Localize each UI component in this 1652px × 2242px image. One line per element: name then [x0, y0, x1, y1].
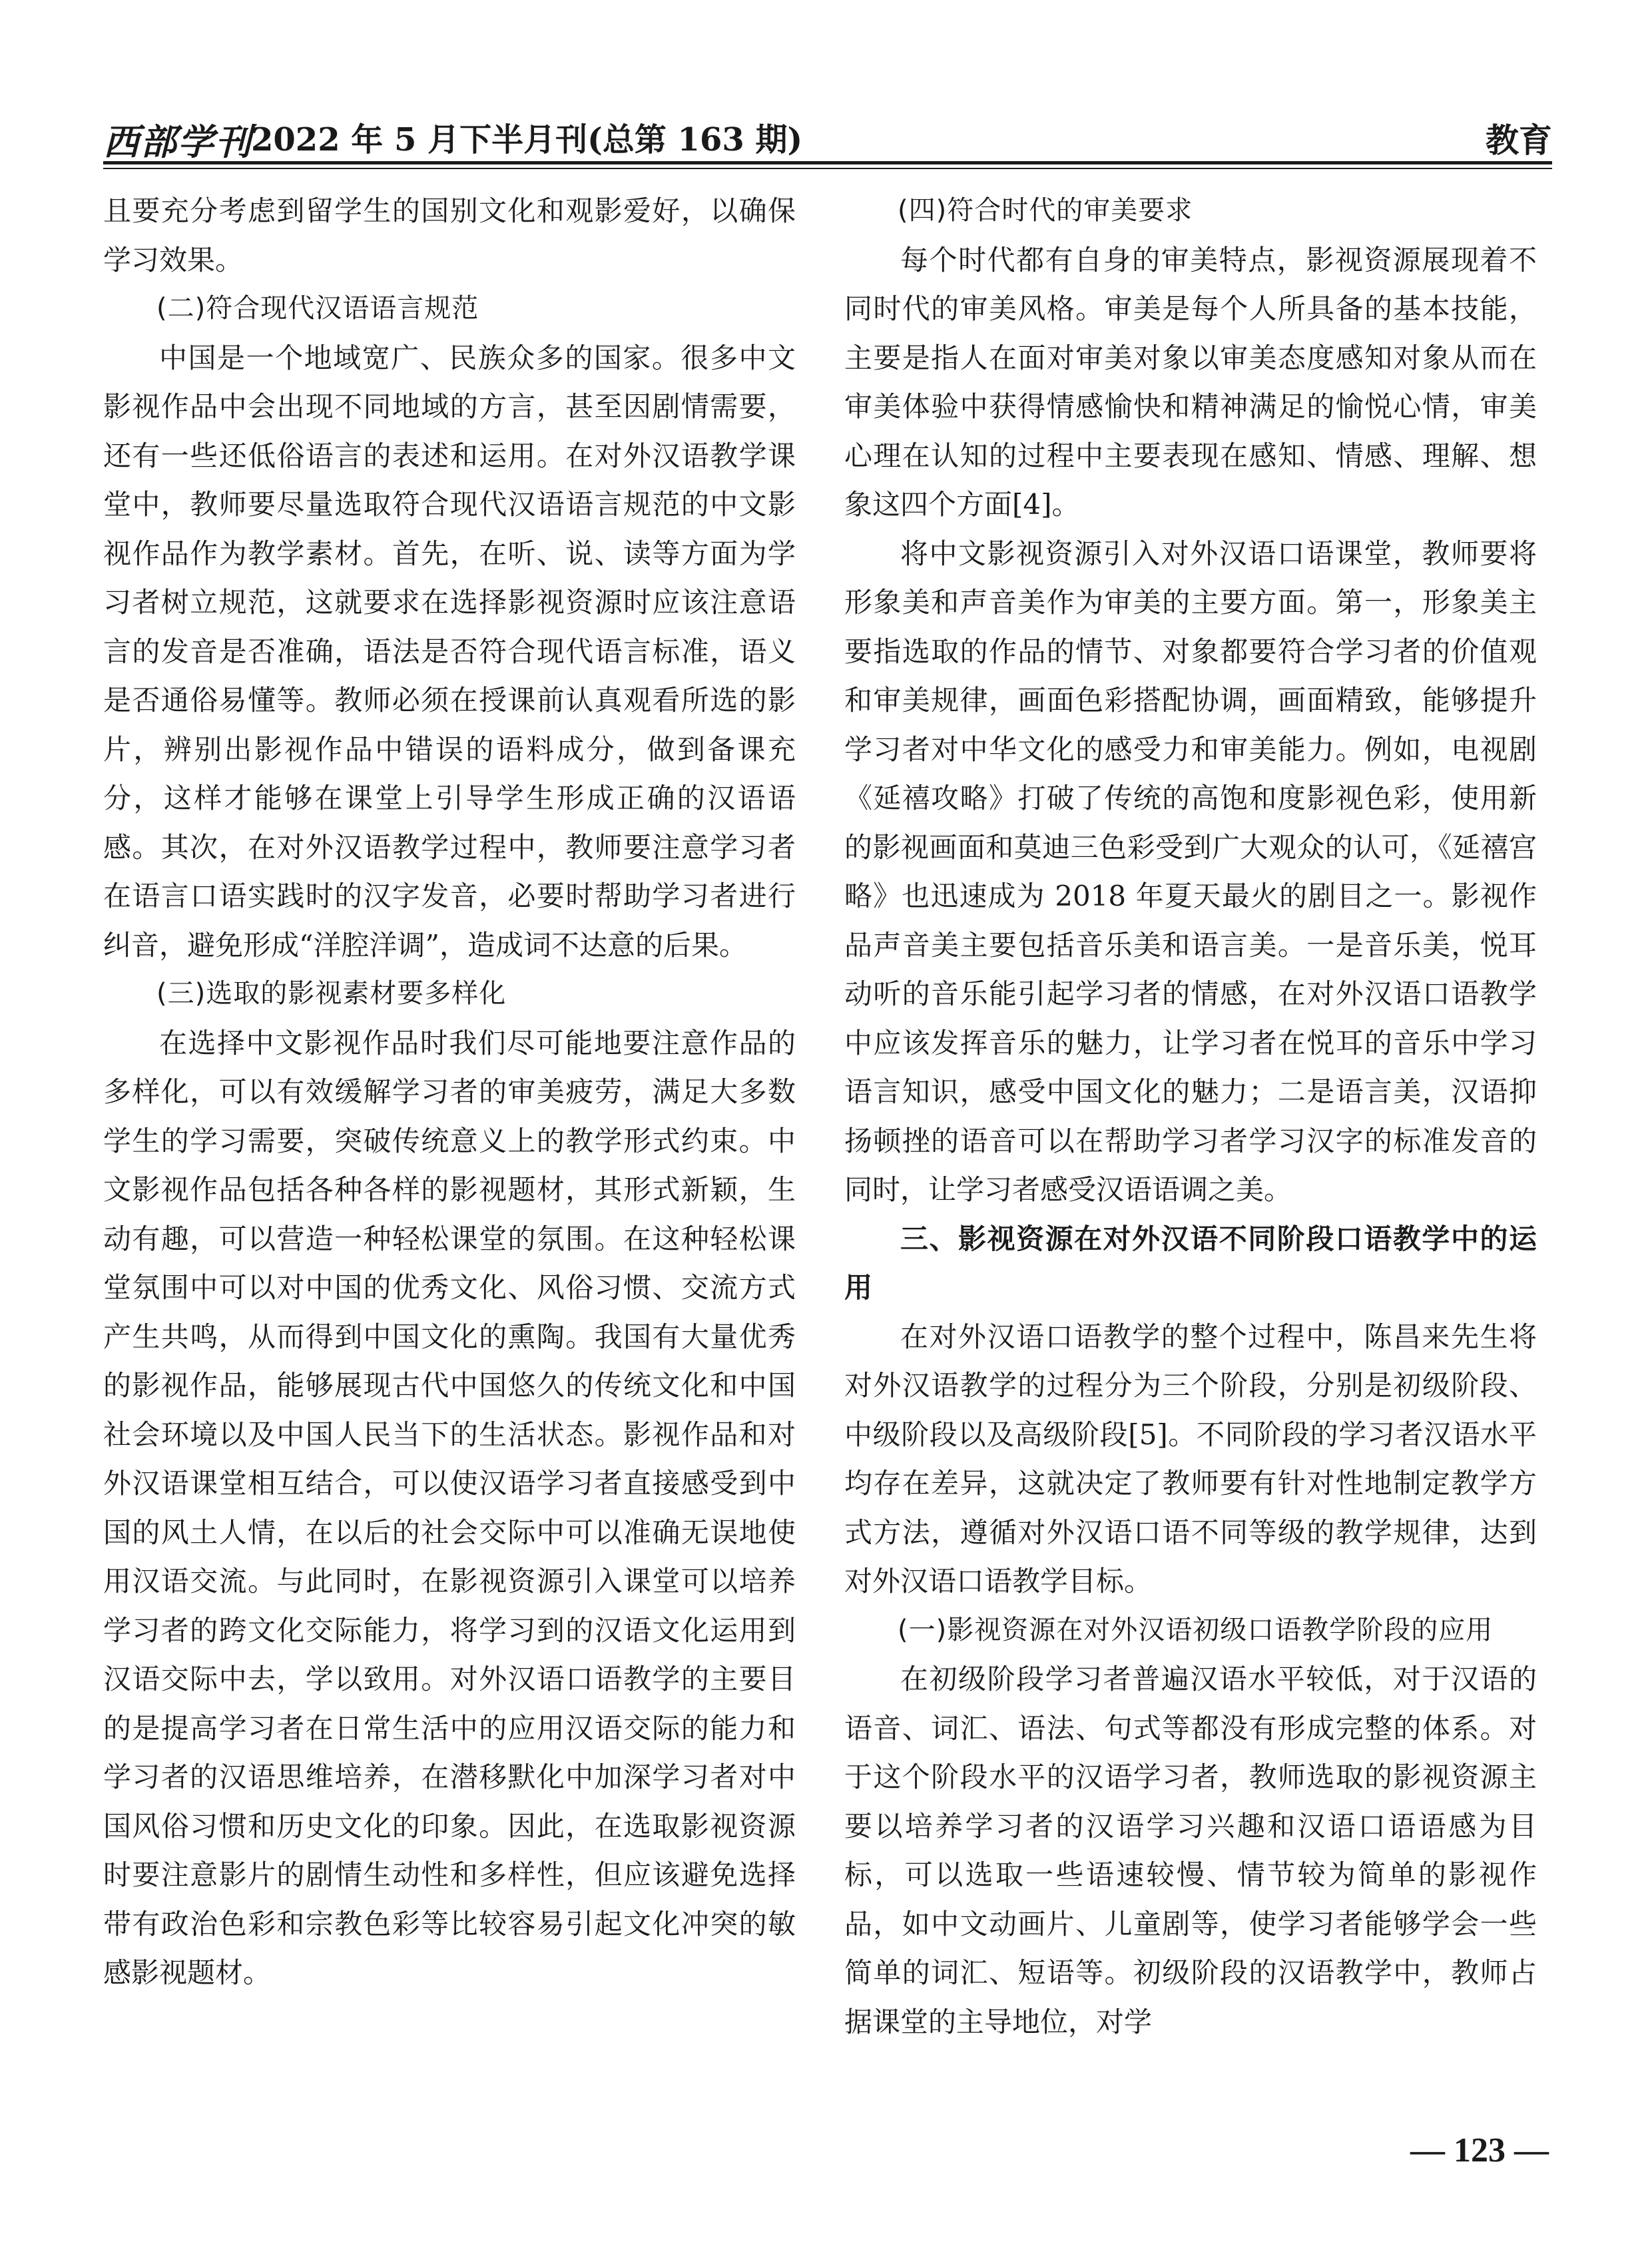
paragraph: 将中文影视资源引入对外汉语口语课堂，教师要将形象美和声音美作为审美的主要方面。第一，形象美主要指选取的作品的情节、对象都要符合学习者的价值观和审美规律，画面色彩搭配协调，画面精致，能够提升学习者对中华文化的感受力和审美能力。例如，电视剧《延禧攻略》打破了传统的高饱和度影视色彩，使用新的影视画面和莫迪三色彩受到广大观众的认可，《延禧宫略》也迅速成为 2018 年夏天最火的剧目之一。影视作品声音美主要包括音乐美和语言美。一是音乐美，悦耳动听的音乐能引起学习者的情感，在对外汉语口语教学中应该发挥音乐的魅力，让学习者在悦耳的音乐中学习语言知识，感受中国文化的魅力；二是语言美，汉语抑扬顿挫的语音可以在帮助学习者学习汉字的标准发音的同时，让学习者感受汉语语调之美。 [844, 537, 1537, 1206]
left-column [103, 186, 796, 1998]
paragraph: 在对外汉语口语教学的整个过程中，陈昌来先生将对外汉语教学的过程分为三个阶段，分别是初级阶段、中级阶段以及高级阶段[5]。不同阶段的学习者汉语水平均存在差异，这就决定了教师要有针对性地制定教学方式方法，遵循对外汉语口语不同等级的教学规律，达到对外汉语口语教学目标。 [844, 1320, 1537, 1597]
paragraph: 中国是一个地域宽广、民族众多的国家。很多中文影视作品中会出现不同地域的方言，甚至因剧情需要，还有一些还低俗语言的表述和运用。在对外汉语教学课堂中，教师要尽量选取符合现代汉语语言规范的中文影视作品作为教学素材。首先，在听、说、读等方面为学习者树立规范，这就要求在选择影视资源时应该注意语言的发音是否准确，语法是否符合现代语言标准，语义是否通俗易懂等。教师必须在授课前认真观看所选的影片，辨别出影视作品中错误的语料成分，做到备课充分，这样才能够在课堂上引导学生形成正确的汉语语感。其次，在对外汉语教学过程中，教师要注意学习者在语言口语实践时的汉字发音，必要时帮助学习者进行纠音，避免形成“洋腔洋调”，造成词不达意的后果。 [103, 341, 796, 962]
page-number: — 123 — [1410, 2131, 1549, 2169]
journal-logo: 西部学刊 [103, 121, 252, 163]
paragraph: 每个时代都有自身的审美特点，影视资源展现着不同时代的审美风格。审美是每个人所具备的基本技能，主要是指人在面对审美对象以审美态度感知对象从而在审美体验中获得情感愉快和精神满足的愉悦心情，审美心理在认知的过程中主要表现在感知、情感、理解、想象这四个方面[4]。 [844, 243, 1537, 521]
issue-info: 2022 年 5 月下半月刊(总第 163 期) [251, 121, 803, 158]
paragraph: 且要充分考虑到留学生的国别文化和观影爱好，以确保学习效果。 [103, 194, 796, 276]
paragraph: 在初级阶段学习者普遍汉语水平较低，对于汉语的语音、词汇、语法、句式等都没有形成完整的体系。对于这个阶段水平的汉语学习者，教师选取的影视资源主要以培养学习者的汉语学习兴趣和汉语口语语感为目标，可以选取一些语速较慢、情节较为简单的影视作品，如中文动画片、儿童剧等，使学习者能够学会一些简单的词汇、短语等。初级阶段的汉语教学中，教师占据课堂的主导地位，对学 [844, 1663, 1537, 2038]
right-column [844, 186, 1537, 2046]
page-header [103, 110, 1552, 163]
header-rule [103, 161, 1552, 164]
subsection-heading: (二)符合现代汉语语言规范 [156, 293, 479, 324]
subsection-heading: (三)选取的影视素材要多样化 [156, 978, 507, 1009]
subsection-heading: (一)影视资源在对外汉语初级口语教学阶段的应用 [898, 1614, 1494, 1645]
subsection-heading: (四)符合时代的审美要求 [898, 195, 1193, 226]
section-heading: 三、影视资源在对外汉语不同阶段口语教学中的运用 [844, 1222, 1537, 1304]
section-label: 教育 [1486, 121, 1552, 160]
paragraph: 在选择中文影视作品时我们尽可能地要注意作品的多样化，可以有效缓解学习者的审美疲劳，满足大多数学生的学习需要，突破传统意义上的教学形式约束。中文影视作品包括各种各样的影视题材，其形式新颖，生动有趣，可以营造一种轻松课堂的氛围。在这种轻松课堂氛围中可以对中国的优秀文化、风俗习惯、交流方式产生共鸣，从而得到中国文化的熏陶。我国有大量优秀的影视作品，能够展现古代中国悠久的传统文化和中国社会环境以及中国人民当下的生活状态。影视作品和对外汉语课堂相互结合，可以使汉语学习者直接感受到中国的风土人情，在以后的社会交际中可以准确无误地使用汉语交流。与此同时，在影视资源引入课堂可以培养学习者的跨文化交际能力，将学习到的汉语文化运用到汉语交际中去，学以致用。对外汉语口语教学的主要目的是提高学习者在日常生活中的应用汉语交际的能力和学习者的汉语思维培养，在潜移默化中加深学习者对中国风俗习惯和历史文化的印象。因此，在选取影视资源时要注意影片的剧情生动性和多样性，但应该避免选择带有政治色彩和宗教色彩等比较容易引起文化冲突的敏感影视题材。 [103, 1026, 796, 1989]
header-rule-thin [103, 168, 1552, 169]
